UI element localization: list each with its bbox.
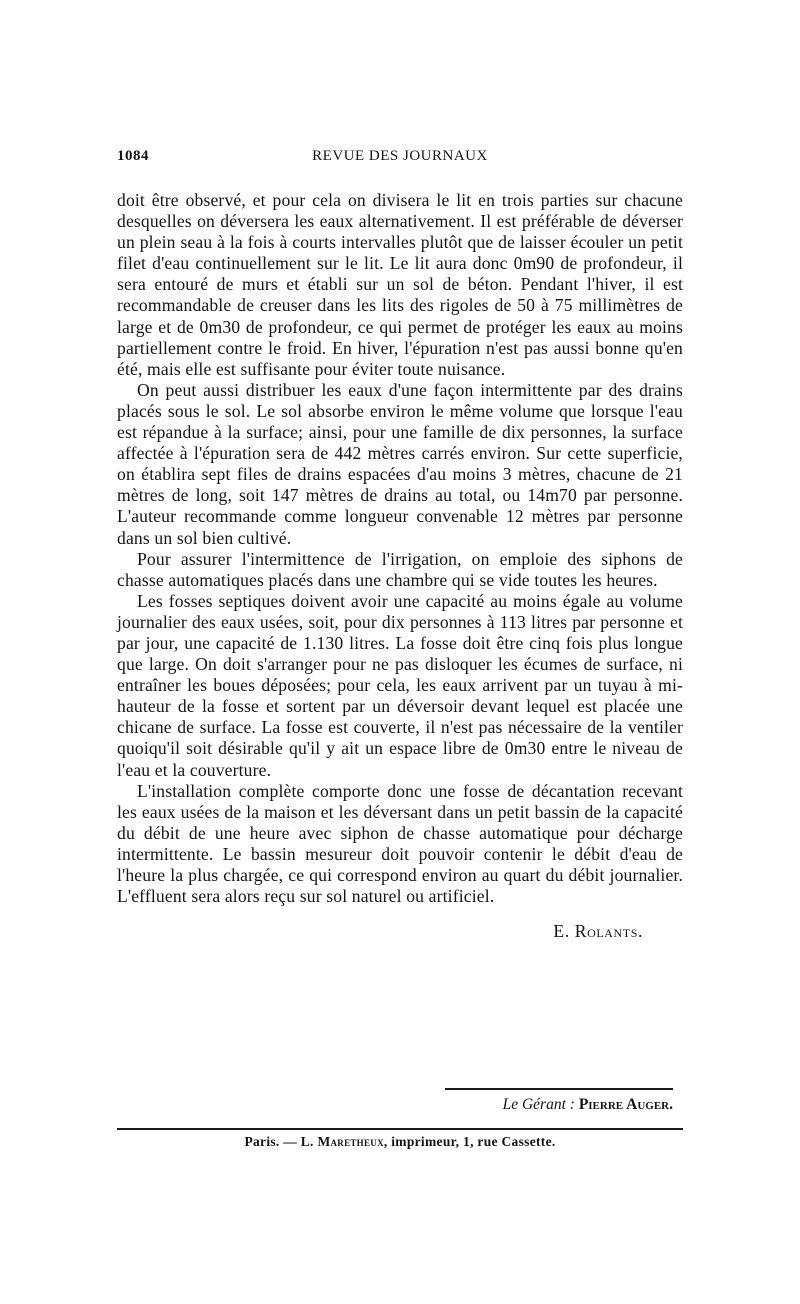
gerant-label: Le Gérant : — [502, 1096, 575, 1113]
footer-long-rule — [117, 1128, 683, 1130]
gerant-name: Pierre Auger. — [578, 1096, 673, 1113]
imprint-city: Paris. — L. — [244, 1134, 314, 1149]
running-head — [117, 148, 683, 170]
footer-short-rule — [445, 1088, 673, 1090]
journal-title: REVUE DES JOURNAUX — [312, 148, 488, 164]
paragraph-fosses-septiques: Les fosses septiques doivent avoir une capacité au moins égale au volume journalier des eaux usées, soit, pour dix personnes à 113 litres par personne et par jour, une capacité de 1.130 litres. La fosse doit être cinq fois plus longue que large. On doit s'arranger pour ne pas disloquer les écumes de surface, ni entraîner les boues déposées; pour cela, les eaux arrivent par un tuyau à mi-hauteur de la fosse et sortent par un déversoir devant lequel est placée une chicane de surface. La fosse est couverte, il n'est pas nécessaire de la ventiler quoiqu'il soit désirable qu'il y ait un espace libre de 0m30 entre le niveau de l'eau et la couverture. — [117, 590, 683, 780]
article-body — [117, 190, 683, 907]
printer-imprint — [117, 1134, 683, 1150]
paragraph-continuation: doit être observé, et pour cela on divisera le lit en trois parties sur chacune desquelles on déversera les eaux alternativement. Il est préférable de déverser un plein seau à la fois à courts intervalles plutôt que de laisser écouler un petit filet d'eau continuellement sur le lit. Le lit aura donc 0m90 de profondeur, il sera entouré de murs et établi sur un sol de béton. Pendant l'hiver, il est recommandable de creuser dans les lits des rigoles de 50 à 75 millimètres de large et de 0m30 de profondeur, ce qui permet de protéger les eaux au moins partiellement contre le froid. En hiver, l'épuration n'est pas aussi bonne qu'en été, mais elle est suffisante pour éviter toute nuisance. — [117, 190, 683, 379]
gerant-line — [417, 1096, 673, 1114]
imprint-address: , imprimeur, 1, rue Cassette. — [383, 1134, 556, 1149]
author-signature: E. Rolants. — [553, 921, 643, 942]
imprint-printer: Maretheux — [317, 1134, 384, 1149]
page-number: 1084 — [117, 148, 149, 164]
paragraph-drains: On peut aussi distribuer les eaux d'une façon intermittente par des drains placés sous le sol. Le sol absorbe environ le même volume que lorsque l'eau est répandue à la surface; ainsi, pour une famille de dix personnes, la surface affectée à l'épuration sera de 442 mètres carrés environ. Sur cette superficie, on établira sept files de drains espacées d'au moins 3 mètres, chacune de 21 mètres de long, soit 147 mètres de drains au total, ou 14m70 par personne. L'auteur recommande comme longueur convenable 12 mètres par personne dans un sol bien cultivé. — [117, 379, 683, 548]
paragraph-siphons: Pour assurer l'intermittence de l'irrigation, on emploie des siphons de chasse automatiques placés dans une chambre qui se vide toutes les heures. — [117, 548, 683, 590]
paragraph-installation: L'installation complète comporte donc une fosse de décantation recevant les eaux usées de la maison et les déversant dans un petit bassin de la capacité du débit de une heure avec siphon de chasse automatique pour décharge intermittente. Le bassin mesureur doit pouvoir contenir le débit d'eau de l'heure la plus chargée, ce qui correspond environ au quart du débit journalier. L'effluent sera alors reçu sur sol naturel ou artificiel. — [117, 780, 683, 907]
document-page — [117, 148, 683, 1149]
